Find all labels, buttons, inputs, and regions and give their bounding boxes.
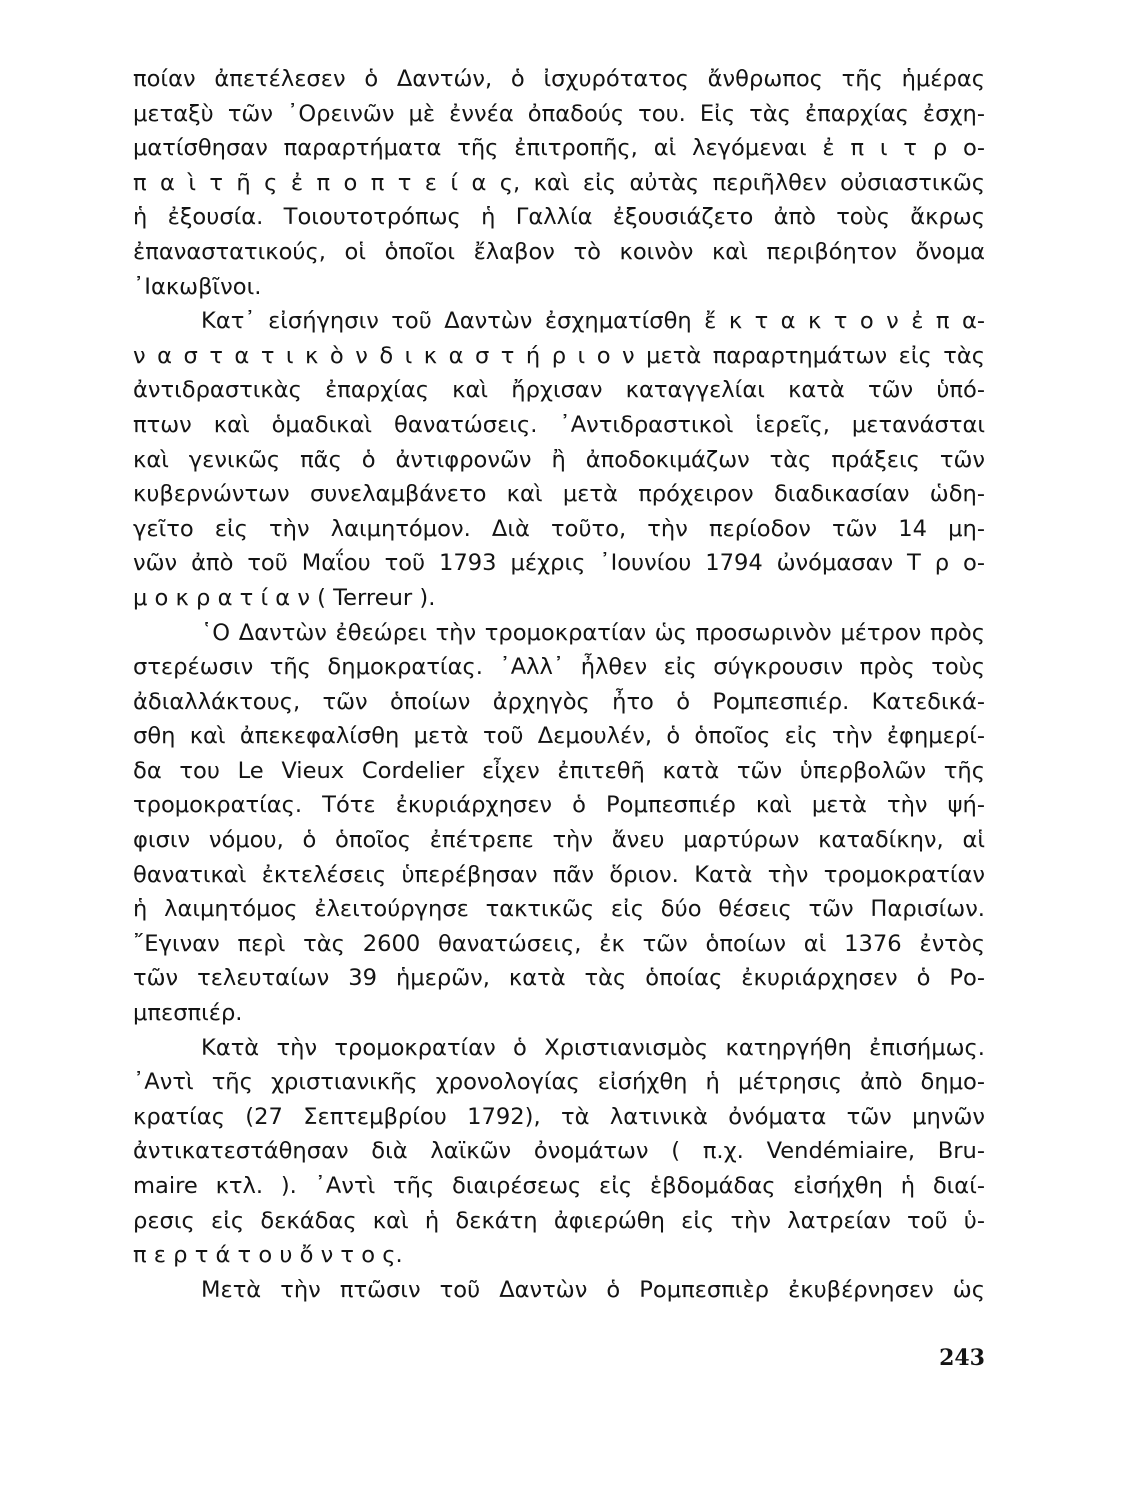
text-line: γεῖτο εἰς τὴν λαιμητόμον. Διὰ τοῦτο, τὴν περίοδον τῶν 14 μη-: [133, 515, 985, 542]
text-line: θανατικαὶ ἐκτελέσεις ὑπερέβησαν πᾶν ὅριον. Κατὰ τὴν τρομοκρατίαν: [133, 861, 985, 888]
paragraph-first-line: ῾Ο Δαντὼν ἐθεώρει τὴν τρομοκρατίαν ὡς προσωρινὸν μέτρον πρὸς: [201, 619, 985, 646]
text-line: ᾿Αντὶ τῆς χριστιανικῆς χρονολογίας εἰσήχθη ἡ μέτρησις ἀπὸ δημο-: [133, 1069, 985, 1096]
text-line: ἡ λαιμητόμος ἐλειτούργησε τακτικῶς εἰς δύο θέσεις τῶν Παρισίων.: [133, 896, 985, 923]
text-line: ἀντιδραστικὰς ἐπαρχίας καὶ ἤρχισαν καταγγελίαι κατὰ τῶν ὑπό-: [133, 377, 985, 404]
text-line: maire κτλ. ). ᾿Αντὶ τῆς διαιρέσεως εἰς ἑβδομάδας εἰσήχθη ἡ διαί-: [133, 1173, 985, 1199]
text-line: ματίσθησαν παραρτήματα τῆς ἐπιτροπῆς, αἱ λεγόμεναι ἐ π ι τ ρ ο-: [133, 135, 985, 162]
body-text: [133, 62, 985, 1307]
text-line: κρατίας (27 Σεπτεμβρίου 1792), τὰ λατινικὰ ὀνόματα τῶν μηνῶν: [133, 1103, 985, 1130]
text-line: μ ο κ ρ α τ ί α ν ( Terreur ).: [133, 584, 436, 611]
text-line: ἡ ἐξουσία. Τοιουτοτρόπως ἡ Γαλλία ἐξουσιάζετο ἀπὸ τοὺς ἄκρως: [133, 204, 985, 231]
paragraph-first-line: Κατ᾿ εἰσήγησιν τοῦ Δαντὼν ἐσχηματίσθη ἔ κ τ α κ τ ο ν ἐ π α-: [201, 308, 985, 335]
text-line: νῶν ἀπὸ τοῦ Μαΐου τοῦ 1793 μέχρις ᾿Ιουνίου 1794 ὠνόμασαν Τ ρ ο-: [133, 550, 985, 577]
text-line: ᾿Ιακωβῖνοι.: [133, 273, 262, 300]
text-line: ῎Εγιναν περὶ τὰς 2600 θανατώσεις, ἐκ τῶν ὁποίων αἱ 1376 ἐντὸς: [133, 930, 985, 957]
text-line: πτων καὶ ὁμαδικαὶ θανατώσεις. ᾿Αντιδραστικοὶ ἱερεῖς, μετανάσται: [133, 411, 985, 438]
text-line: τῶν τελευταίων 39 ἡμερῶν, κατὰ τὰς ὁποίας ἐκυριάρχησεν ὁ Ρο-: [133, 965, 985, 992]
text-line: ποίαν ἀπετέλεσεν ὁ Δαντών, ὁ ἰσχυρότατος ἄνθρωπος τῆς ἡμέρας: [133, 66, 985, 92]
text-line: π ε ρ τ ά τ ο υ ὄ ν τ ο ς.: [133, 1242, 403, 1269]
text-line: δα του Le Vieux Cordelier εἶχεν ἐπιτεθῆ κατὰ τῶν ὑπερβολῶν τῆς: [133, 757, 985, 784]
text-line: μεταξὺ τῶν ᾿Ορεινῶν μὲ ἐννέα ὀπαδούς του. Εἰς τὰς ἐπαρχίας ἐσχη-: [133, 100, 985, 127]
text-line: κυβερνώντων συνελαμβάνετο καὶ μετὰ πρόχειρον διαδικασίαν ὡδη-: [133, 481, 985, 508]
text-line: ἐπαναστατικούς, οἱ ὁποῖοι ἔλαβον τὸ κοινὸν καὶ περιβόητον ὄνομα: [133, 238, 985, 265]
text-line: μπεσπιέρ.: [133, 1000, 243, 1027]
text-line: καὶ γενικῶς πᾶς ὁ ἀντιφρονῶν ἢ ἀποδοκιμάζων τὰς πράξεις τῶν: [133, 446, 985, 473]
text-line: ἀντικατεστάθησαν διὰ λαϊκῶν ὀνομάτων ( π.χ. Vendémiaire, Bru-: [133, 1138, 985, 1165]
text-line: στερέωσιν τῆς δημοκρατίας. ᾿Αλλ᾿ ἦλθεν εἰς σύγκρουσιν πρὸς τοὺς: [133, 654, 985, 681]
text-line: ἀδιαλλάκτους, τῶν ὁποίων ἀρχηγὸς ἦτο ὁ Ρομπεσπιέρ. Κατεδικά-: [133, 688, 985, 715]
text-line: ρεσις εἰς δεκάδας καὶ ἡ δεκάτη ἀφιερώθη εἰς τὴν λατρείαν τοῦ ὑ-: [133, 1207, 985, 1234]
text-line: τρομοκρατίας. Τότε ἐκυριάρχησεν ὁ Ρομπεσπιέρ καὶ μετὰ τὴν ψή-: [133, 792, 985, 819]
text-line: π α ὶ τ ῆ ς ἐ π ο π τ ε ί α ς, καὶ εἰς αὐτὰς περιῆλθεν οὐσιαστικῶς: [133, 169, 985, 196]
text-line: σθη καὶ ἀπεκεφαλίσθη μετὰ τοῦ Δεμουλέν, ὁ ὁποῖος εἰς τὴν ἐφημερί-: [133, 723, 985, 750]
text-line: ν α σ τ α τ ι κ ὸ ν δ ι κ α σ τ ή ρ ι ο ν μετὰ παραρτημάτων εἰς τὰς: [133, 342, 985, 369]
page-number: 243: [939, 1345, 985, 1371]
paragraph-first-line: Κατὰ τὴν τρομοκρατίαν ὁ Χριστιανισμὸς κατηργήθη ἐπισήμως.: [201, 1034, 985, 1061]
text-line: φισιν νόμου, ὁ ὁποῖος ἐπέτρεπε τὴν ἄνευ μαρτύρων καταδίκην, αἱ: [133, 827, 985, 854]
paragraph-first-line: Μετὰ τὴν πτῶσιν τοῦ Δαντὼν ὁ Ρομπεσπιὲρ ἐκυβέρνησεν ὡς: [201, 1276, 985, 1303]
